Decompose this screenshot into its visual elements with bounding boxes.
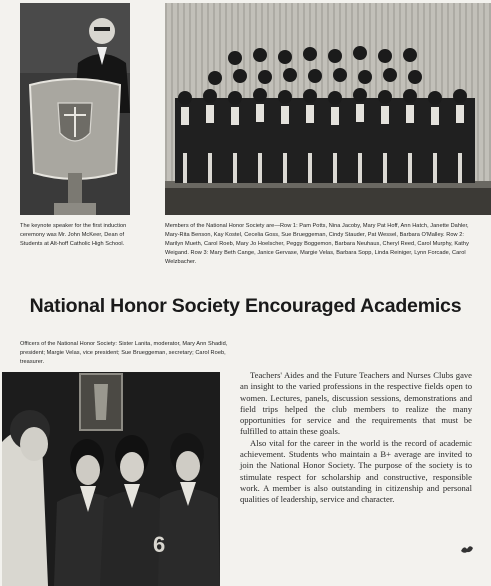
officers-caption: Officers of the National Honor Society: Sister Lanita, moderator, Mary Ann Shadid, president; Margie Velas, vice president; Sue Brueggeman, secretary; Carol Roeb, treasurer. (20, 341, 228, 365)
keynote-caption: The keynote speaker for the first induction ceremony was Mr. John McKeer, Dean of Students at Alt-hoff Catholic High School. (20, 223, 127, 247)
page-ornament-icon (459, 543, 475, 555)
article-paragraph: Teachers' Aides and the Future Teachers and Nurses Clubs gave an insight to the varied professions in the respective fields open to women. Lectures, panels, discussion sessions, demonstrations and field trips helped the club members to realize the many opportunities for service and the requirements that must be fulfilled to attain these goals. (240, 370, 472, 437)
keynote-speaker-photo (20, 3, 130, 215)
officers-photo (2, 372, 220, 586)
page-headline: National Honor Society Encouraged Academics (29, 295, 462, 317)
svg-text:6: 6 (153, 532, 166, 557)
article-paragraph: Also vital for the career in the world is the record of academic achievement. Students who maintain a B+ average are invited to join the National Honor Society. The purpose of the society is to stimulate respect for scholarship and constructive, responsible work. A member is also outstanding in citizenship and personal qualities of leadership, service and character. (240, 437, 472, 505)
members-group-photo (165, 3, 491, 215)
article-body (240, 370, 472, 506)
members-caption: Members of the National Honor Society are—Row 1: Pam Potts, Nina Jacoby, Mary Pat Hoff, Ann Hatch, Janette Dahler, Mary-Rita Benson, Kay Kostel, Cecelia Goss, Sue Brueggeman, Cindy Stauder, Pat Wessel, Barbara O'Malley. Row 2: Marilyn Mueth, Carol Roeb, Mary Jo Hoelscher, Peggy Boggemon, Barbara Neuhaus, Cheryl Reed, Carol Murphy, Kathy Weigand. Row 3: Mary Beth Cange, Janice Gervase, Margie Velas, Barbara Sopp, Linda Reiniger, Lynn Forcade, Carol Welzbacher. (165, 223, 469, 265)
